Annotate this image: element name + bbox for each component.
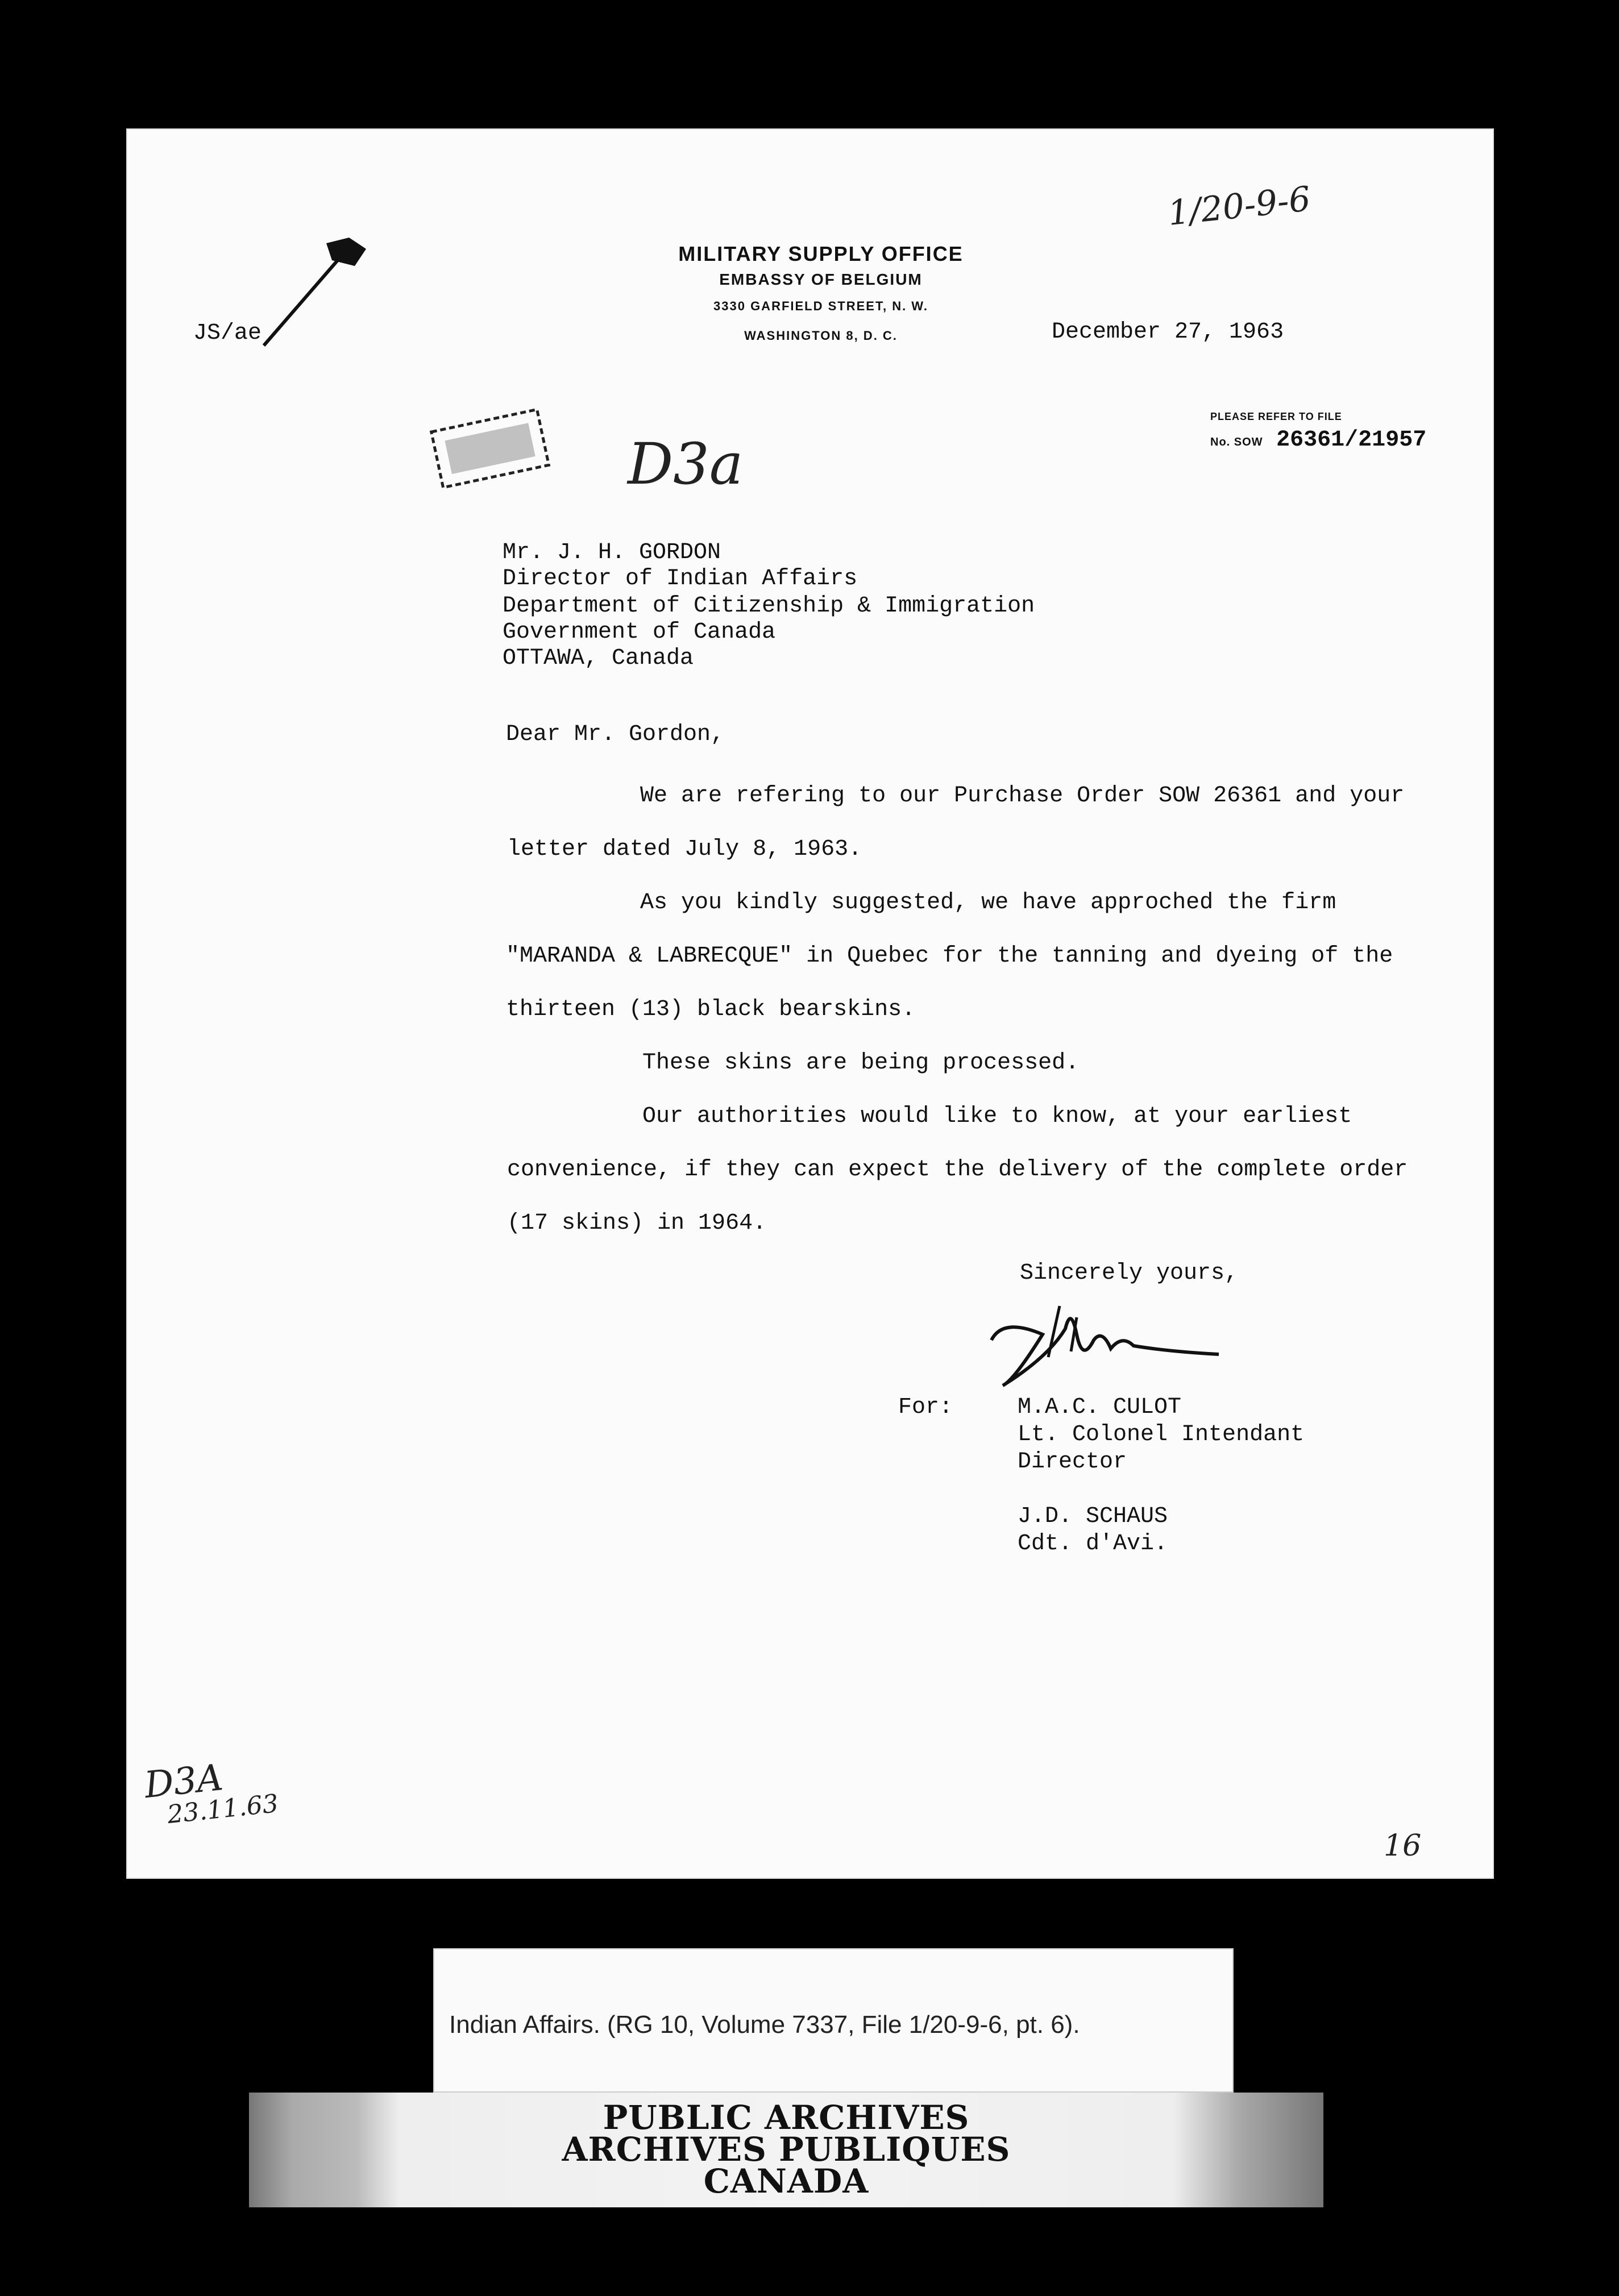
body-line-7: Our authorities would like to know, at your earliest <box>642 1104 1352 1129</box>
signatory-name-2: J.D. SCHAUS <box>1018 1504 1168 1529</box>
body-line-5: thirteen (13) black bearskins. <box>506 997 916 1022</box>
handwritten-date-bottom: 23.11.63 <box>165 1788 280 1830</box>
salutation: Dear Mr. Gordon, <box>506 722 725 747</box>
body-line-1: We are refering to our Purchase Order SOW 26361 and your <box>640 783 1405 809</box>
archive-stamp-line-3: CANADA <box>703 2162 869 2201</box>
body-line-8: convenience, if they can expect the delivery of the complete order <box>507 1157 1408 1183</box>
signatory-title-2: Director <box>1018 1449 1127 1475</box>
letterhead-street: 3330 GARFIELD STREET, N. W. <box>713 299 928 313</box>
letterhead-city: WASHINGTON 8, D. C. <box>744 328 898 343</box>
recipient-line-3: Department of Citizenship & Immigration <box>503 593 1035 619</box>
handwritten-d3a: D3a <box>628 431 744 497</box>
handwritten-page-number: 16 <box>1384 1829 1422 1863</box>
handwritten-d3a-bottom: D3A <box>142 1756 225 1807</box>
body-line-4: "MARANDA & LABRECQUE" in Quebec for the tanning and dyeing of the <box>506 943 1393 969</box>
rubber-stamp-icon <box>420 402 567 499</box>
closing: Sincerely yours, <box>1020 1261 1239 1286</box>
letter-page <box>126 128 1494 1879</box>
body-line-9: (17 skins) in 1964. <box>507 1211 767 1236</box>
letterhead-embassy: EMBASSY OF BELGIUM <box>719 271 923 288</box>
letter-date: December 27, 1963 <box>1052 319 1284 345</box>
archive-stamp-band <box>249 2093 1323 2207</box>
recipient-line-4: Government of Canada <box>503 619 776 645</box>
signatory-title-1: Lt. Colonel Intendant <box>1018 1422 1305 1448</box>
signature-icon <box>980 1295 1230 1408</box>
letterhead-office: MILITARY SUPPLY OFFICE <box>678 242 964 265</box>
archive-reference: Indian Affairs. (RG 10, Volume 7337, File 1/20-9-6, pt. 6). <box>449 2011 1080 2039</box>
file-ref-prefix: No. SOW <box>1210 436 1263 448</box>
recipient-line-1: Mr. J. H. GORDON <box>503 540 721 565</box>
file-ref-label: PLEASE REFER TO FILE <box>1210 411 1342 422</box>
signatory-title-3: Cdt. d'Avi. <box>1018 1531 1168 1557</box>
reference-initials: JS/ae <box>193 321 262 346</box>
body-line-3: As you kindly suggested, we have approched the firm <box>640 890 1336 916</box>
recipient-line-5: OTTAWA, Canada <box>503 646 694 671</box>
archive-stamp-line-1: PUBLIC ARCHIVES <box>603 2098 970 2137</box>
for-label: For: <box>898 1395 953 1420</box>
archive-label-card <box>433 1948 1234 2093</box>
body-line-6: These skins are being processed. <box>642 1050 1080 1076</box>
file-ref-number: 26361/21957 <box>1276 427 1427 453</box>
ink-mark-icon <box>241 221 377 351</box>
recipient-line-2: Director of Indian Affairs <box>503 566 858 592</box>
archive-stamp-line-2: ARCHIVES PUBLIQUES <box>562 2130 1011 2169</box>
signatory-name-1: M.A.C. CULOT <box>1018 1395 1182 1420</box>
body-line-2: letter dated July 8, 1963. <box>507 837 862 862</box>
file-ref <box>1210 427 1426 453</box>
handwritten-file-number: 1/20-9-6 <box>1166 179 1313 234</box>
